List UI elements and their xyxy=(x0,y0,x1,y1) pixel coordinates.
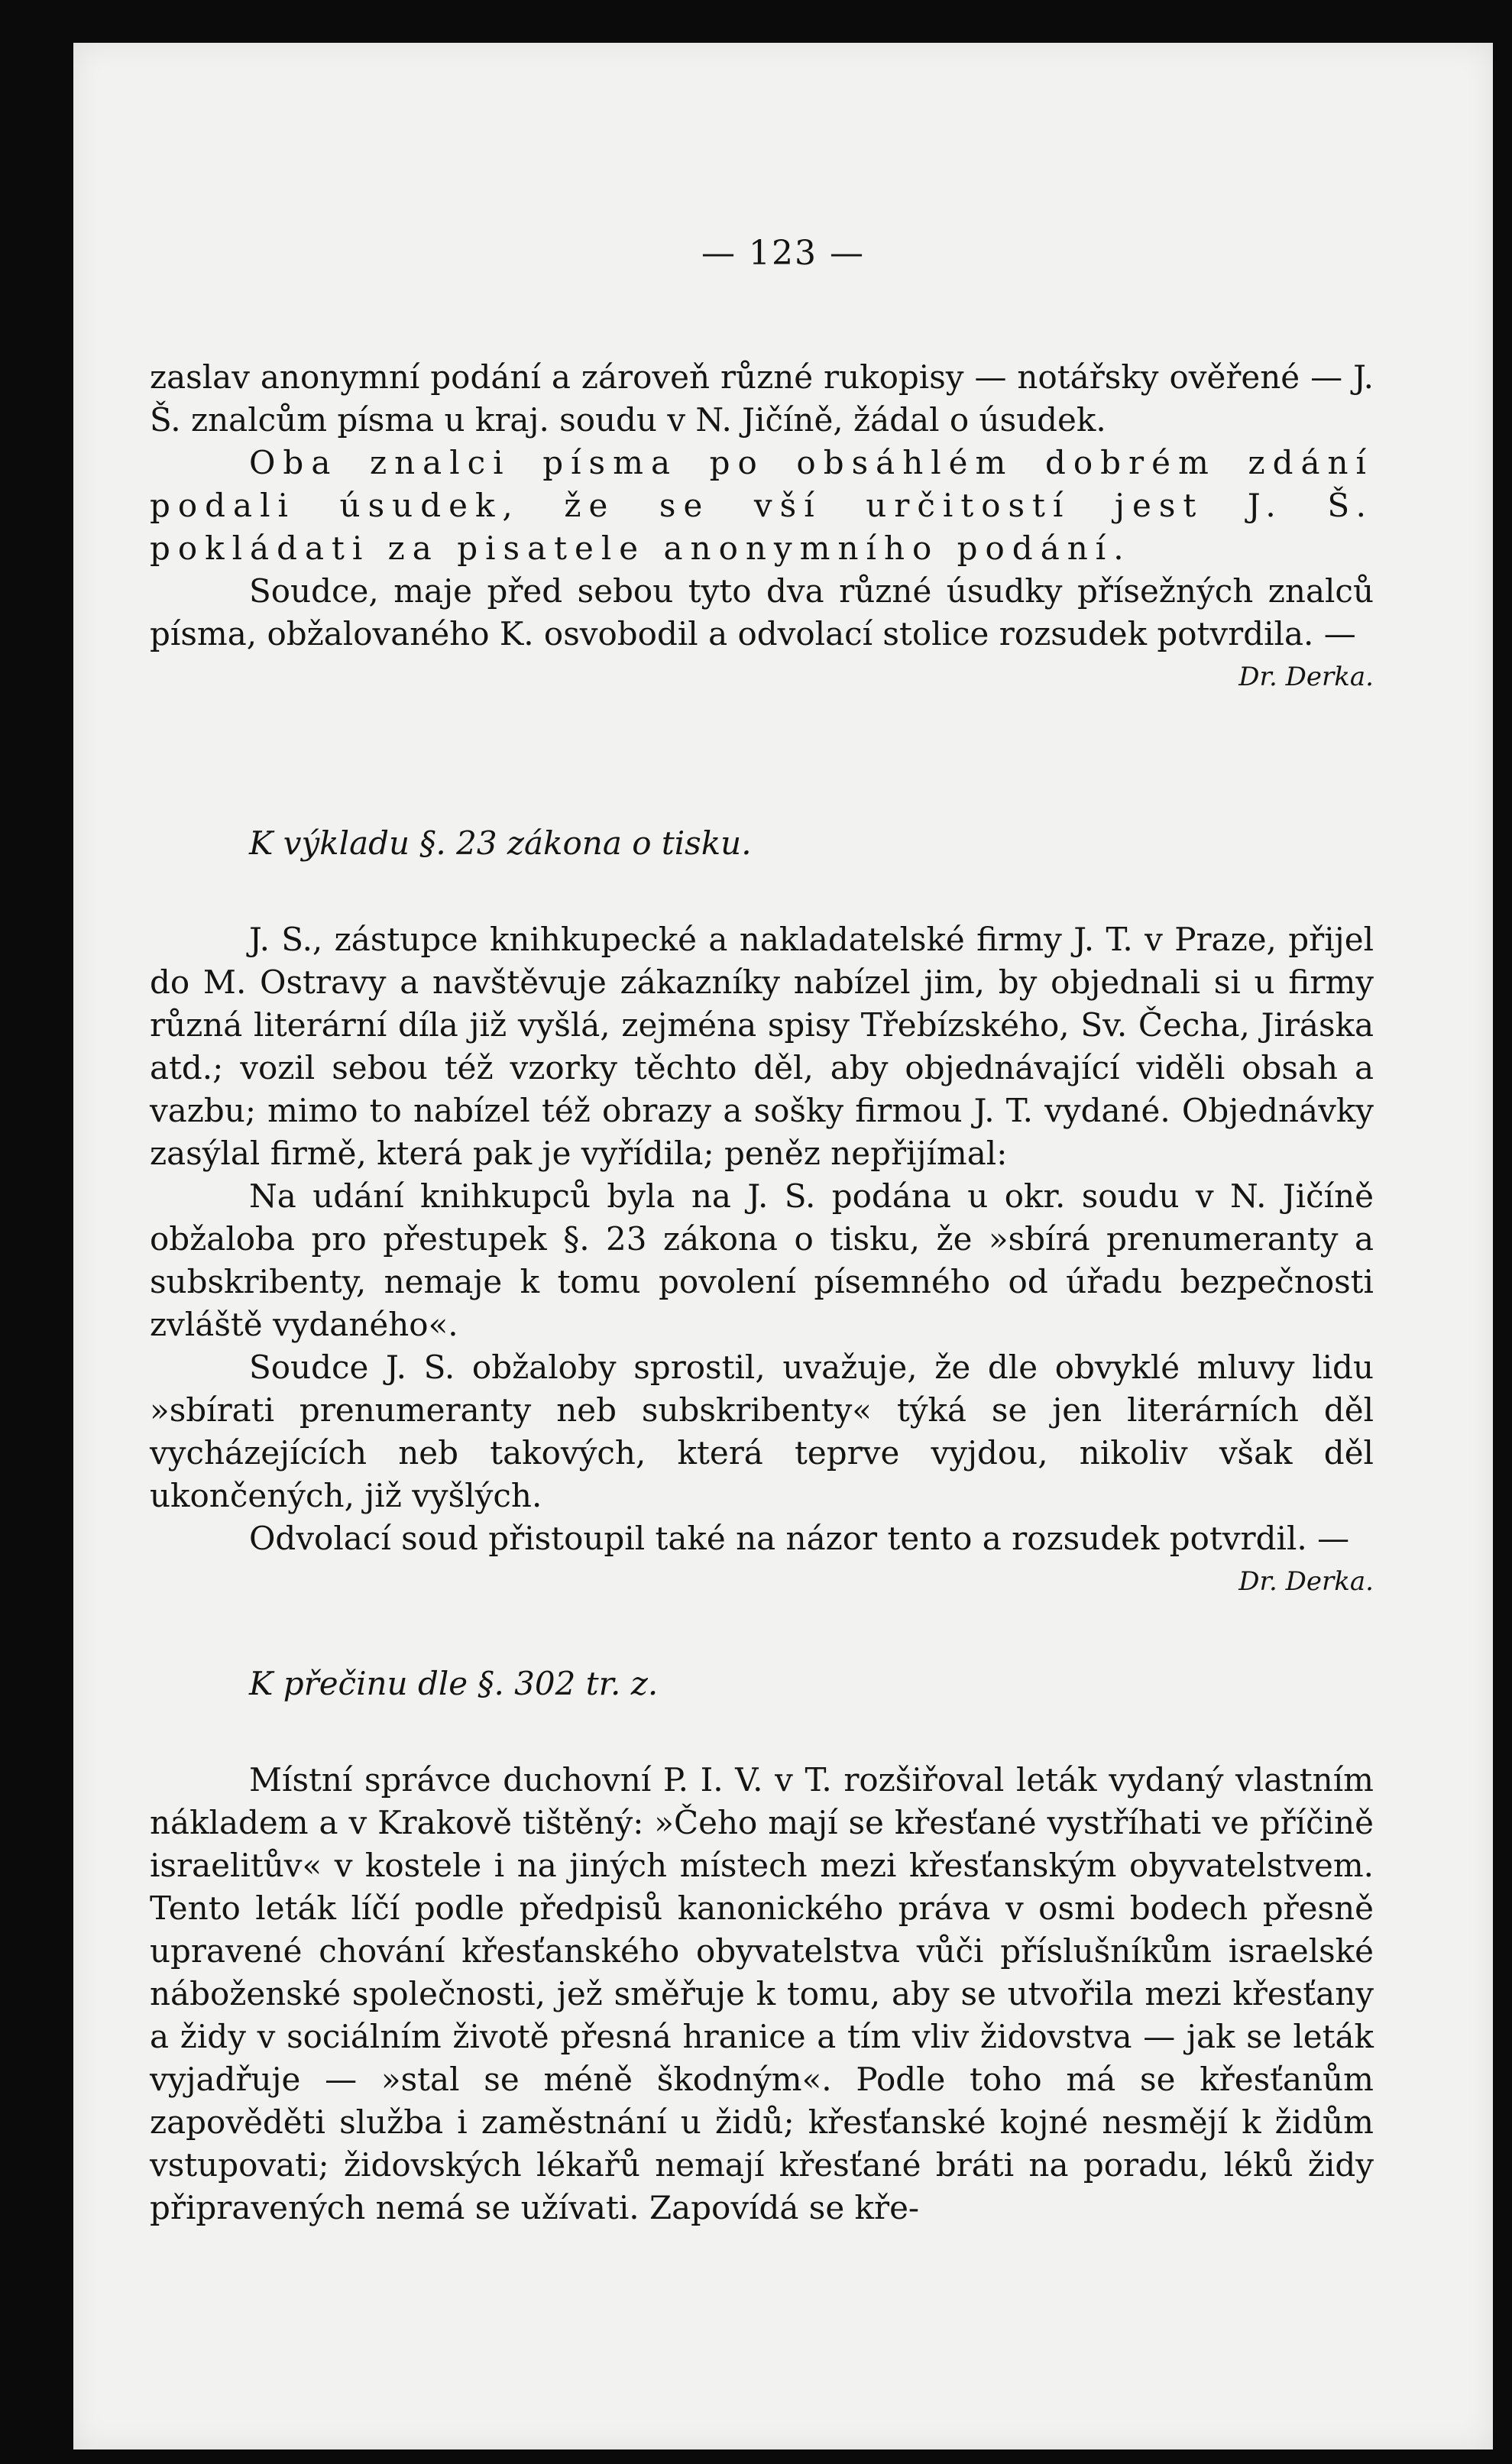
section-2 xyxy=(150,822,1374,1603)
paragraph-text: Oba znalci písma po obsáhlém dobrém zdání podali úsudek, že se vší určitostí jest J. Š. pokládati za pisatele anonymního podání. xyxy=(150,444,1374,567)
spacer xyxy=(150,865,1374,918)
signature: Dr. Derka. xyxy=(1238,1566,1374,1597)
section-3 xyxy=(150,1663,1374,2229)
section-1 xyxy=(150,356,1374,698)
paragraph-text: Soudce, maje před sebou tyto dva různé úsudky přísežných znalců písma, obžalovaného K. osvobodil a odvolací stolice rozsudek potvrdila. — xyxy=(150,572,1374,652)
paragraph-text: Odvolací soud přistoupil také na názor tento a rozsudek potvrdil. — xyxy=(249,1520,1350,1557)
paragraph: Na udání knihkupců byla na J. S. podána u okr. soudu v N. Jičíně obžaloba pro přestupek §. 23 zákona o tisku, že »sbírá prenumeranty a subskribenty, nemaje k tomu povolení písemného od úřadu bezpečnosti zvláště vydaného«. xyxy=(150,1177,1374,1343)
paragraph xyxy=(150,1517,1374,1603)
signature: Dr. Derka. xyxy=(1238,662,1374,692)
paragraph: zaslav anonymní podání a zároveň různé rukopisy — notářsky ověřené — J. Š. znalcům písma u kraj. soudu v N. Jičíně, žádal o úsudek. xyxy=(150,358,1374,439)
page-number: — 123 — xyxy=(701,234,865,273)
spacer xyxy=(150,1705,1374,1759)
section-heading: K výkladu §. 23 zákona o tisku. xyxy=(249,824,752,862)
paragraph xyxy=(150,570,1374,698)
paragraph: Soudce J. S. obžaloby sprostil, uvažuje, že dle obvyklé mluvy lidu »sbírati prenumeranty neb subskribenty« týká se jen literárních děl vycházejících neb takových, která teprve vyjdou, nikoliv však děl ukončených, již vyšlých. xyxy=(150,1349,1374,1514)
section-heading: K přečinu dle §. 302 tr. z. xyxy=(249,1665,659,1702)
paragraph: J. S., zástupce knihkupecké a nakladatelské firmy J. T. v Praze, přijel do M. Ostravy a navštěvuje zákazníky nabízel jim, by objednali si u firmy různá literární díla již vyšlá, zejména spisy Třebízského, Sv. Čecha, Jiráska atd.; vozil sebou též vzorky těchto děl, aby objednávající viděli obsah a vazbu; mimo to nabízel též obrazy a sošky firmou J. T. vydané. Objednávky zasýlal firmě, která pak je vyřídila; peněz nepřijímal: xyxy=(150,921,1374,1172)
paragraph: Místní správce duchovní P. I. V. v T. rozšiřoval leták vydaný vlastním nákladem a v Krakově tištěný: »Čeho mají se křesťané vystříhati ve příčině israelitův« v kostele i na jiných místech mezi křesťanským obyvatelstvem. Tento leták líčí podle předpisů kanonického práva v osmi bodech přesně upravené chování křesťanského obyvatelstva vůči příslušníkům israelské náboženské společnosti, jež směřuje k tomu, aby se utvořila mezi křesťany a židy v sociálním životě přesná hranice a tím vliv židovstva — jak se leták vyjadřuje — »stal se méně škodným«. Podle toho má se křesťanům zapověděti služba i zaměstnání u židů; křesťanské kojné nesmějí k židům vstupovati; židovských lékařů nemají křesťané bráti na poradu, léků židy připravených nemá se užívati. Zapovídá se kře- xyxy=(150,1761,1374,2226)
book-page xyxy=(73,43,1493,2449)
paragraph xyxy=(150,442,1374,570)
